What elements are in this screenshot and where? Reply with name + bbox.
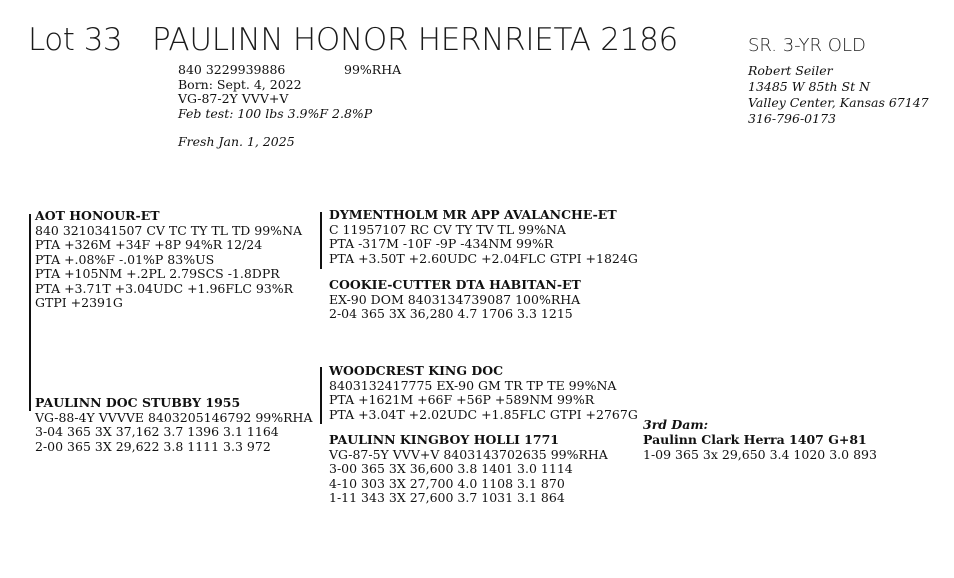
third-dam-line: 1-09 365 3x 29,650 3.4 1020 3.0 893 — [643, 447, 877, 462]
rha-percent: 99%RHA — [344, 62, 402, 77]
dam-sire-line: 8403132417775 EX-90 GM TR TP TE 99%NA — [329, 377, 617, 393]
sire-block — [35, 209, 302, 311]
dam-dam-line: 4-10 303 3X 27,700 4.0 1108 3.1 870 — [329, 475, 565, 491]
dam-sire-block — [329, 364, 638, 422]
age-class: SR. 3-YR OLD — [748, 35, 866, 56]
consignor-name: Robert Seiler — [748, 63, 833, 78]
registration-number: 840 3229939886 — [178, 62, 286, 77]
dam-dam-line: 3-00 365 3X 36,600 3.8 1401 3.0 1114 — [329, 461, 573, 476]
dam-dam-name: PAULINN KINGBOY HOLLI 1771 — [329, 432, 559, 447]
sire-dam-line: 2-04 365 3X 36,280 4.7 1706 3.3 1215 — [329, 306, 573, 321]
sire-sire-line: PTA -317M -10F -9P -434NM 99%R — [329, 236, 554, 251]
consignor-city: Valley Center, Kansas 67147 — [748, 95, 929, 110]
dam-dam-block — [329, 433, 608, 506]
test-record: Feb test: 100 lbs 3.9%F 2.8%P — [178, 105, 373, 121]
sire-line: PTA +3.71T +3.04UDC +1.96FLC 93%R — [35, 280, 294, 296]
third-dam-block — [643, 417, 877, 462]
dam-sire-name: WOODCREST KING DOC — [329, 363, 504, 378]
third-dam-name: Paulinn Clark Herra 1407 G+81 — [643, 432, 867, 447]
fresh-date: Fresh Jan. 1, 2025 — [178, 134, 295, 149]
pedigree-bracket-sire — [320, 212, 322, 269]
dam-dam-line: VG-87-5Y VVV+V 8403143702635 99%RHA — [329, 446, 608, 462]
sire-sire-block — [329, 208, 638, 266]
birth-date: Born: Sept. 4, 2022 — [178, 76, 302, 92]
pedigree-bracket-left — [29, 214, 31, 411]
pedigree-bracket-dam — [320, 367, 322, 424]
sire-line: PTA +.08%F -.01%P 83%US — [35, 251, 215, 267]
sire-sire-name: DYMENTHOLM MR APP AVALANCHE-ET — [329, 207, 617, 222]
sire-dam-name: COOKIE-CUTTER DTA HABITAN-ET — [329, 277, 581, 292]
sire-line: PTA +105NM +.2PL 2.79SCS -1.8DPR — [35, 266, 280, 281]
consignor — [748, 63, 929, 127]
consignor-phone: 316-796-0173 — [748, 111, 836, 126]
third-dam-label: 3rd Dam: — [643, 417, 709, 432]
lot-number: Lot 33 — [28, 22, 123, 58]
sire-dam-line: EX-90 DOM 8403134739087 100%RHA — [329, 291, 581, 307]
animal-info — [178, 63, 401, 150]
classification: VG-87-2Y VVV+V — [178, 91, 289, 106]
dam-sire-line: PTA +3.04T +2.02UDC +1.85FLC GTPI +2767G — [329, 406, 638, 422]
dam-line: VG-88-4Y VVVVE 8403205146792 99%RHA — [35, 409, 313, 425]
dam-dam-line: 1-11 343 3X 27,600 3.7 1031 3.1 864 — [329, 490, 565, 505]
dam-line: 2-00 365 3X 29,622 3.8 1111 3.3 972 — [35, 438, 271, 454]
sire-name: AOT HONOUR-ET — [35, 208, 160, 223]
sire-dam-block — [329, 278, 581, 322]
sire-line: GTPI +2391G — [35, 295, 123, 310]
sire-line: PTA +326M +34F +8P 94%R 12/24 — [35, 237, 263, 252]
sire-sire-line: C 11957107 RC CV TY TV TL 99%NA — [329, 221, 566, 237]
sire-line: 840 3210341507 CV TC TY TL TD 99%NA — [35, 222, 303, 238]
dam-name: PAULINN DOC STUBBY 1955 — [35, 395, 241, 410]
dam-sire-line: PTA +1621M +66F +56P +589NM 99%R — [329, 392, 595, 407]
dam-line: 3-04 365 3X 37,162 3.7 1396 3.1 1164 — [35, 424, 279, 439]
sire-sire-line: PTA +3.50T +2.60UDC +2.04FLC GTPI +1824G — [329, 250, 638, 266]
dam-block — [35, 396, 312, 454]
animal-name: PAULINN HONOR HERNRIETA 2186 — [152, 22, 678, 58]
consignor-street: 13485 W 85th St N — [748, 79, 871, 94]
